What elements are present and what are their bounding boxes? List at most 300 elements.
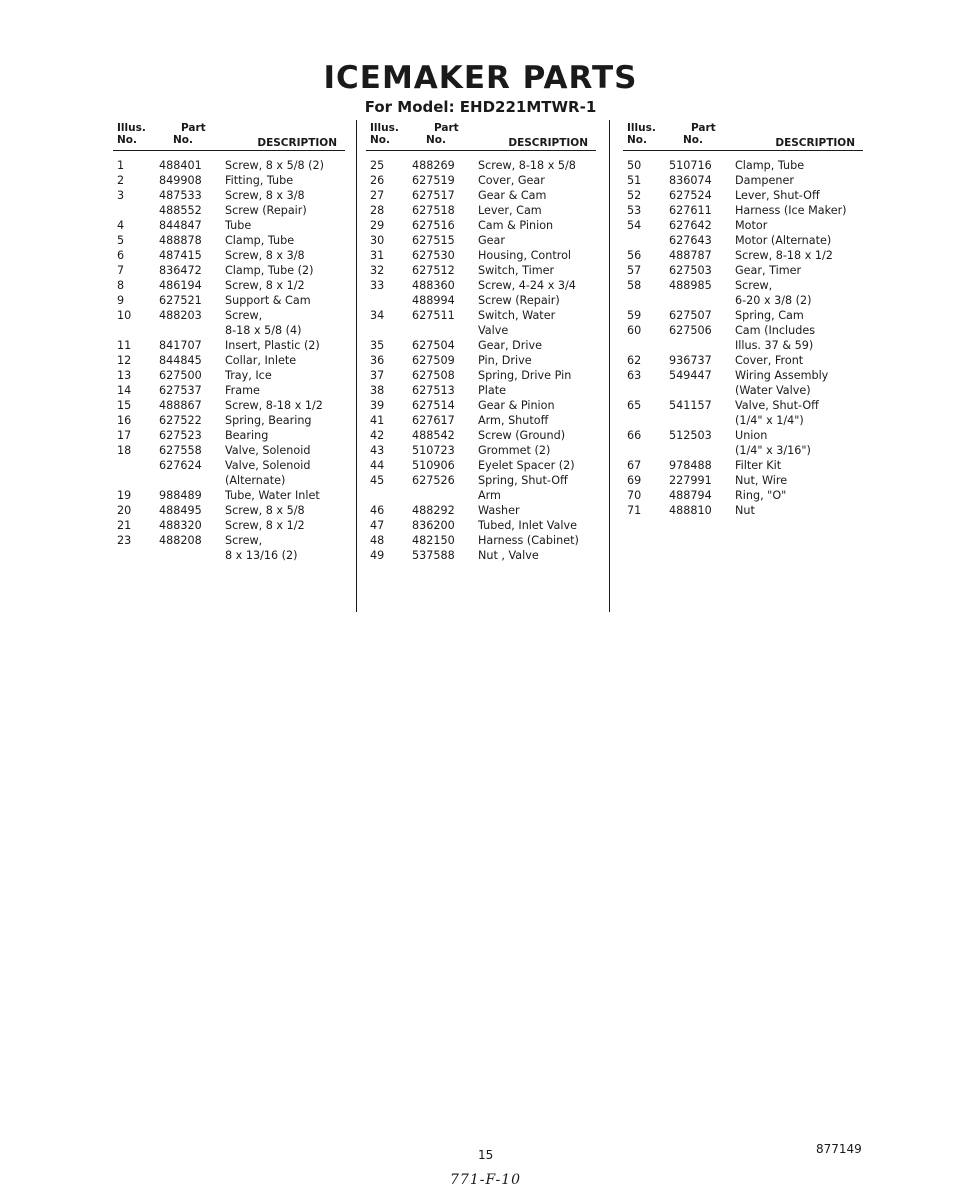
table-row [366, 158, 596, 173]
illus-no-cell: 29 [370, 219, 385, 232]
description-cell: Grommet (2) [478, 444, 551, 457]
description-cell: Clamp, Tube [735, 159, 805, 172]
description-cell: (Alternate) [225, 474, 286, 487]
part-no-cell: 627523 [159, 429, 202, 442]
table-row [113, 518, 345, 533]
part-no-cell: 488269 [412, 159, 455, 172]
illus-no-cell: 2 [117, 174, 125, 187]
part-no-cell: 844847 [159, 219, 202, 232]
part-no-cell: 627642 [669, 219, 712, 232]
description-cell: Wiring Assembly [735, 369, 829, 382]
table-row [623, 293, 863, 308]
part-no-cell: 988489 [159, 489, 202, 502]
description-cell: Spring, Shut-Off [478, 474, 568, 487]
table-row [113, 173, 345, 188]
part-no-cell [159, 323, 225, 338]
part-no-cell: 488794 [669, 489, 712, 502]
column-header [113, 120, 345, 151]
part-no-cell: 627508 [412, 369, 455, 382]
description-cell: (1/4" x 3/16") [735, 444, 811, 457]
table-row [366, 458, 596, 473]
description-cell: Valve, Solenoid [225, 444, 311, 457]
description-cell: Screw, 8 x 1/2 [225, 519, 305, 532]
description-cell: Nut, Wire [735, 474, 788, 487]
part-no-cell: 488203 [159, 309, 202, 322]
illus-no-cell: 7 [117, 264, 125, 277]
description-cell: Pin, Drive [478, 354, 532, 367]
table-row [113, 308, 345, 323]
table-row [113, 473, 345, 488]
table-row [623, 488, 863, 503]
part-no-cell: 627515 [412, 234, 455, 247]
part-no-cell: 488208 [159, 534, 202, 547]
part-no-cell: 510723 [412, 444, 455, 457]
description-cell: Screw (Repair) [478, 294, 560, 307]
illus-no-cell: 35 [370, 339, 385, 352]
description-cell: Bearing [225, 429, 269, 442]
illus-no-cell: 38 [370, 384, 385, 397]
table-row [623, 428, 863, 443]
page-title: ICEMAKER PARTS [323, 60, 638, 96]
table-row [113, 413, 345, 428]
illus-no-cell: 26 [370, 174, 385, 187]
part-no-cell [669, 293, 735, 308]
table-row [366, 353, 596, 368]
part-no-cell: 627517 [412, 189, 455, 202]
description-cell: Screw, [735, 279, 773, 292]
table-row [366, 218, 596, 233]
part-no-cell: 627504 [412, 339, 455, 352]
part-no-cell: 227991 [669, 474, 712, 487]
illus-no-cell [113, 548, 159, 563]
illus-no-cell: 44 [370, 459, 385, 472]
illus-no-cell: 66 [627, 429, 642, 442]
part-no-cell: 627526 [412, 474, 455, 487]
part-no-cell [159, 548, 225, 563]
table-row [113, 203, 345, 218]
part-no-cell: 627558 [159, 444, 202, 457]
table-row [113, 278, 345, 293]
description-cell: Dampener [735, 174, 794, 187]
description-cell: Washer [478, 504, 520, 517]
description-cell: (1/4" x 1/4") [735, 414, 804, 427]
handwritten-note: 771-F-10 [450, 1172, 522, 1188]
description-header: DESCRIPTION [775, 137, 855, 149]
part-no-cell: 627516 [412, 219, 455, 232]
part-no-cell: 541157 [669, 399, 712, 412]
description-cell: Spring, Cam [735, 309, 804, 322]
table-row [113, 548, 345, 563]
part-no-cell: 627519 [412, 174, 455, 187]
part-no-cell: 488292 [412, 504, 455, 517]
illus-no-cell [623, 293, 669, 308]
part-no-cell [412, 323, 478, 338]
illus-no-cell: 62 [627, 354, 642, 367]
description-cell: Gear, Drive [478, 339, 542, 352]
table-row [623, 473, 863, 488]
description-cell: Screw, 8 x 1/2 [225, 279, 305, 292]
part-no-cell: 512503 [669, 429, 712, 442]
table-row [366, 413, 596, 428]
table-row [113, 188, 345, 203]
description-cell: Screw, 8-18 x 5/8 [478, 159, 576, 172]
table-row [113, 218, 345, 233]
illus-no-cell: 67 [627, 459, 642, 472]
table-row [623, 413, 863, 428]
illus-no-cell [113, 323, 159, 338]
part-no-cell: 836200 [412, 519, 455, 532]
description-cell: Nut , Valve [478, 549, 539, 562]
table-row [366, 383, 596, 398]
table-row [623, 248, 863, 263]
description-cell: Lever, Cam [478, 204, 542, 217]
description-cell: 8 x 13/16 (2) [225, 549, 298, 562]
description-cell: Filter Kit [735, 459, 782, 472]
description-cell: Support & Cam [225, 294, 311, 307]
illus-no-cell: 27 [370, 189, 385, 202]
table-row [113, 458, 345, 473]
illus-no-cell: 34 [370, 309, 385, 322]
part-no-cell: 627512 [412, 264, 455, 277]
part-no-cell: 488867 [159, 399, 202, 412]
part-no-cell: 627624 [159, 459, 202, 472]
table-row [366, 248, 596, 263]
illus-no-cell: 33 [370, 279, 385, 292]
illus-no-cell: 48 [370, 534, 385, 547]
illus-no-cell: 42 [370, 429, 385, 442]
description-cell: Eyelet Spacer (2) [478, 459, 575, 472]
table-row [366, 203, 596, 218]
document-code: 877149 [816, 1142, 862, 1156]
parts-column-1 [113, 120, 345, 563]
description-cell: Screw, [225, 309, 263, 322]
part-no-cell: 627514 [412, 399, 455, 412]
column-divider [609, 120, 610, 612]
description-cell: Screw (Repair) [225, 204, 307, 217]
table-row [623, 398, 863, 413]
part-no-cell: 849908 [159, 174, 202, 187]
part-no-cell: 627611 [669, 204, 712, 217]
part-no-cell: 627537 [159, 384, 202, 397]
table-row [113, 248, 345, 263]
description-cell: Clamp, Tube (2) [225, 264, 314, 277]
description-cell: Screw, 8 x 5/8 (2) [225, 159, 325, 172]
illus-no-cell [113, 473, 159, 488]
description-cell: Valve, Solenoid [225, 459, 311, 472]
illus-no-cell: 10 [117, 309, 132, 322]
description-cell: Cover, Front [735, 354, 804, 367]
part-no-cell: 627617 [412, 414, 455, 427]
illus-no-cell: 69 [627, 474, 642, 487]
table-row [623, 443, 863, 458]
table-row [366, 398, 596, 413]
illus-no-cell: 13 [117, 369, 132, 382]
illus-no-cell: 54 [627, 219, 642, 232]
part-no-cell: 627500 [159, 369, 202, 382]
table-row [113, 158, 345, 173]
table-row [623, 233, 863, 248]
illus-no-cell: 18 [117, 444, 132, 457]
table-row [113, 293, 345, 308]
illus-no-cell: 5 [117, 234, 125, 247]
description-cell: Plate [478, 384, 506, 397]
page-number: 15 [478, 1148, 494, 1162]
description-cell: Frame [225, 384, 260, 397]
part-no-cell: 487415 [159, 249, 202, 262]
description-header: DESCRIPTION [257, 137, 337, 149]
table-row [366, 488, 596, 503]
part-no-header: Part No. [173, 122, 206, 146]
part-no-cell: 627507 [669, 309, 712, 322]
illus-no-cell: 47 [370, 519, 385, 532]
part-no-cell: 627513 [412, 384, 455, 397]
table-row [113, 443, 345, 458]
table-row [366, 173, 596, 188]
part-no-cell: 488810 [669, 504, 712, 517]
illus-no-cell: 31 [370, 249, 385, 262]
description-cell: Gear & Pinion [478, 399, 555, 412]
table-row [366, 338, 596, 353]
illus-no-cell: 59 [627, 309, 642, 322]
table-row [623, 338, 863, 353]
description-cell: Fitting, Tube [225, 174, 294, 187]
part-no-cell: 978488 [669, 459, 712, 472]
description-cell: 8-18 x 5/8 (4) [225, 324, 302, 337]
table-row [366, 368, 596, 383]
part-no-cell: 844845 [159, 354, 202, 367]
table-row [113, 488, 345, 503]
description-cell: Motor [735, 219, 768, 232]
table-row [366, 443, 596, 458]
table-row [366, 428, 596, 443]
table-row [113, 263, 345, 278]
part-no-cell: 627518 [412, 204, 455, 217]
table-row [113, 233, 345, 248]
illus-no-cell: 20 [117, 504, 132, 517]
description-cell: Valve [478, 324, 509, 337]
description-cell: Arm [478, 489, 501, 502]
part-no-cell: 627506 [669, 324, 712, 337]
description-cell: Screw, 8 x 5/8 [225, 504, 305, 517]
description-cell: Valve, Shut-Off [735, 399, 819, 412]
table-row [113, 353, 345, 368]
table-row [113, 338, 345, 353]
illus-no-cell: 37 [370, 369, 385, 382]
description-cell: Screw, 8 x 3/8 [225, 189, 305, 202]
illus-no-cell: 19 [117, 489, 132, 502]
description-cell: Screw, 8 x 3/8 [225, 249, 305, 262]
table-row [366, 548, 596, 563]
illus-no-cell [623, 413, 669, 428]
illus-no-cell: 57 [627, 264, 642, 277]
illus-no-cell: 32 [370, 264, 385, 277]
part-no-cell: 488360 [412, 279, 455, 292]
illus-no-cell: 14 [117, 384, 132, 397]
description-cell: Clamp, Tube [225, 234, 295, 247]
part-no-cell [412, 488, 478, 503]
illus-no-cell [623, 233, 669, 248]
illus-no-cell: 3 [117, 189, 125, 202]
illus-no-cell: 1 [117, 159, 125, 172]
illus-no-cell [366, 293, 412, 308]
parts-rows [113, 158, 345, 563]
table-row [366, 308, 596, 323]
table-row [113, 503, 345, 518]
part-no-cell: 537588 [412, 549, 455, 562]
part-no-cell: 627643 [669, 234, 712, 247]
illus-no-cell: 6 [117, 249, 125, 262]
part-no-cell: 627509 [412, 354, 455, 367]
table-row [623, 458, 863, 473]
table-row [623, 188, 863, 203]
table-row [366, 233, 596, 248]
part-no-cell: 488495 [159, 504, 202, 517]
table-row [113, 398, 345, 413]
description-cell: Harness (Cabinet) [478, 534, 579, 547]
illus-no-cell: 23 [117, 534, 132, 547]
illus-no-cell [113, 203, 159, 218]
description-cell: 6-20 x 3/8 (2) [735, 294, 812, 307]
illus-no-cell: 17 [117, 429, 132, 442]
illus-no-cell: 9 [117, 294, 125, 307]
table-row [366, 188, 596, 203]
illus-no-cell [623, 443, 669, 458]
illus-no-header: Illus. No. [117, 122, 146, 146]
illus-no-header: Illus. No. [370, 122, 399, 146]
description-cell: Motor (Alternate) [735, 234, 832, 247]
illus-no-cell: 71 [627, 504, 642, 517]
part-no-cell: 488985 [669, 279, 712, 292]
table-row [366, 263, 596, 278]
illus-no-cell: 4 [117, 219, 125, 232]
description-cell: Gear, Timer [735, 264, 802, 277]
part-no-cell: 487533 [159, 189, 202, 202]
part-no-cell [669, 443, 735, 458]
description-cell: Screw, 8-18 x 1/2 [735, 249, 833, 262]
illus-no-cell: 16 [117, 414, 132, 427]
illus-no-cell: 63 [627, 369, 642, 382]
description-cell: Illus. 37 & 59) [735, 339, 814, 352]
table-row [623, 278, 863, 293]
description-cell: Arm, Shutoff [478, 414, 549, 427]
description-cell: Spring, Drive Pin [478, 369, 572, 382]
part-no-cell: 488878 [159, 234, 202, 247]
description-header: DESCRIPTION [508, 137, 588, 149]
part-no-cell [669, 338, 735, 353]
table-row [113, 383, 345, 398]
description-cell: Screw (Ground) [478, 429, 566, 442]
illus-no-cell: 43 [370, 444, 385, 457]
part-no-cell: 488787 [669, 249, 712, 262]
illus-no-cell: 58 [627, 279, 642, 292]
table-row [366, 473, 596, 488]
description-cell: Screw, 4-24 x 3/4 [478, 279, 576, 292]
part-no-header: Part No. [683, 122, 716, 146]
description-cell: Insert, Plastic (2) [225, 339, 320, 352]
description-cell: Cam & Pinion [478, 219, 554, 232]
part-no-cell: 488401 [159, 159, 202, 172]
description-cell: Collar, Inlete [225, 354, 297, 367]
illus-no-cell [366, 488, 412, 503]
part-no-cell [669, 383, 735, 398]
part-no-cell: 482150 [412, 534, 455, 547]
table-row [366, 518, 596, 533]
illus-no-cell: 28 [370, 204, 385, 217]
table-row [623, 308, 863, 323]
illus-no-cell: 56 [627, 249, 642, 262]
table-row [623, 368, 863, 383]
illus-no-cell: 41 [370, 414, 385, 427]
illus-no-cell: 49 [370, 549, 385, 562]
table-row [113, 533, 345, 548]
parts-rows [623, 158, 863, 518]
illus-no-cell: 53 [627, 204, 642, 217]
illus-no-cell: 50 [627, 159, 642, 172]
description-cell: Union [735, 429, 768, 442]
description-cell: Tube [225, 219, 252, 232]
table-row [623, 263, 863, 278]
illus-no-cell: 30 [370, 234, 385, 247]
illus-no-cell: 15 [117, 399, 132, 412]
illus-no-cell: 65 [627, 399, 642, 412]
table-row [366, 503, 596, 518]
description-cell: Harness (Ice Maker) [735, 204, 847, 217]
description-cell: Ring, "O" [735, 489, 787, 502]
table-row [623, 173, 863, 188]
part-no-cell: 549447 [669, 369, 712, 382]
illus-no-cell: 45 [370, 474, 385, 487]
table-row [623, 203, 863, 218]
description-cell: Cover, Gear [478, 174, 545, 187]
part-no-cell: 486194 [159, 279, 202, 292]
illus-no-cell [623, 383, 669, 398]
illus-no-cell: 51 [627, 174, 642, 187]
part-no-cell: 488994 [412, 294, 455, 307]
column-divider [356, 120, 357, 612]
description-cell: Screw, [225, 534, 263, 547]
illus-no-cell [366, 323, 412, 338]
part-no-cell: 836472 [159, 264, 202, 277]
model-subtitle: For Model: EHD221MTWR-1 [364, 98, 597, 116]
description-cell: (Water Valve) [735, 384, 811, 397]
illus-no-cell [113, 458, 159, 473]
part-no-cell: 510716 [669, 159, 712, 172]
part-no-cell: 510906 [412, 459, 455, 472]
table-row [113, 368, 345, 383]
part-no-cell: 627511 [412, 309, 455, 322]
illus-no-cell: 11 [117, 339, 132, 352]
part-no-cell: 836074 [669, 174, 712, 187]
part-no-cell: 488320 [159, 519, 202, 532]
table-row [623, 218, 863, 233]
description-cell: Tube, Water Inlet [225, 489, 320, 502]
table-row [113, 323, 345, 338]
illus-no-header: Illus. No. [627, 122, 656, 146]
description-cell: Gear & Cam [478, 189, 547, 202]
column-header [366, 120, 596, 151]
table-row [623, 353, 863, 368]
part-no-cell [669, 413, 735, 428]
illus-no-cell: 8 [117, 279, 125, 292]
table-row [366, 533, 596, 548]
description-cell: Spring, Bearing [225, 414, 312, 427]
table-row [366, 278, 596, 293]
description-cell: Screw, 8-18 x 1/2 [225, 399, 323, 412]
part-no-cell: 627521 [159, 294, 202, 307]
table-row [623, 323, 863, 338]
part-no-cell: 627522 [159, 414, 202, 427]
illus-no-cell: 52 [627, 189, 642, 202]
